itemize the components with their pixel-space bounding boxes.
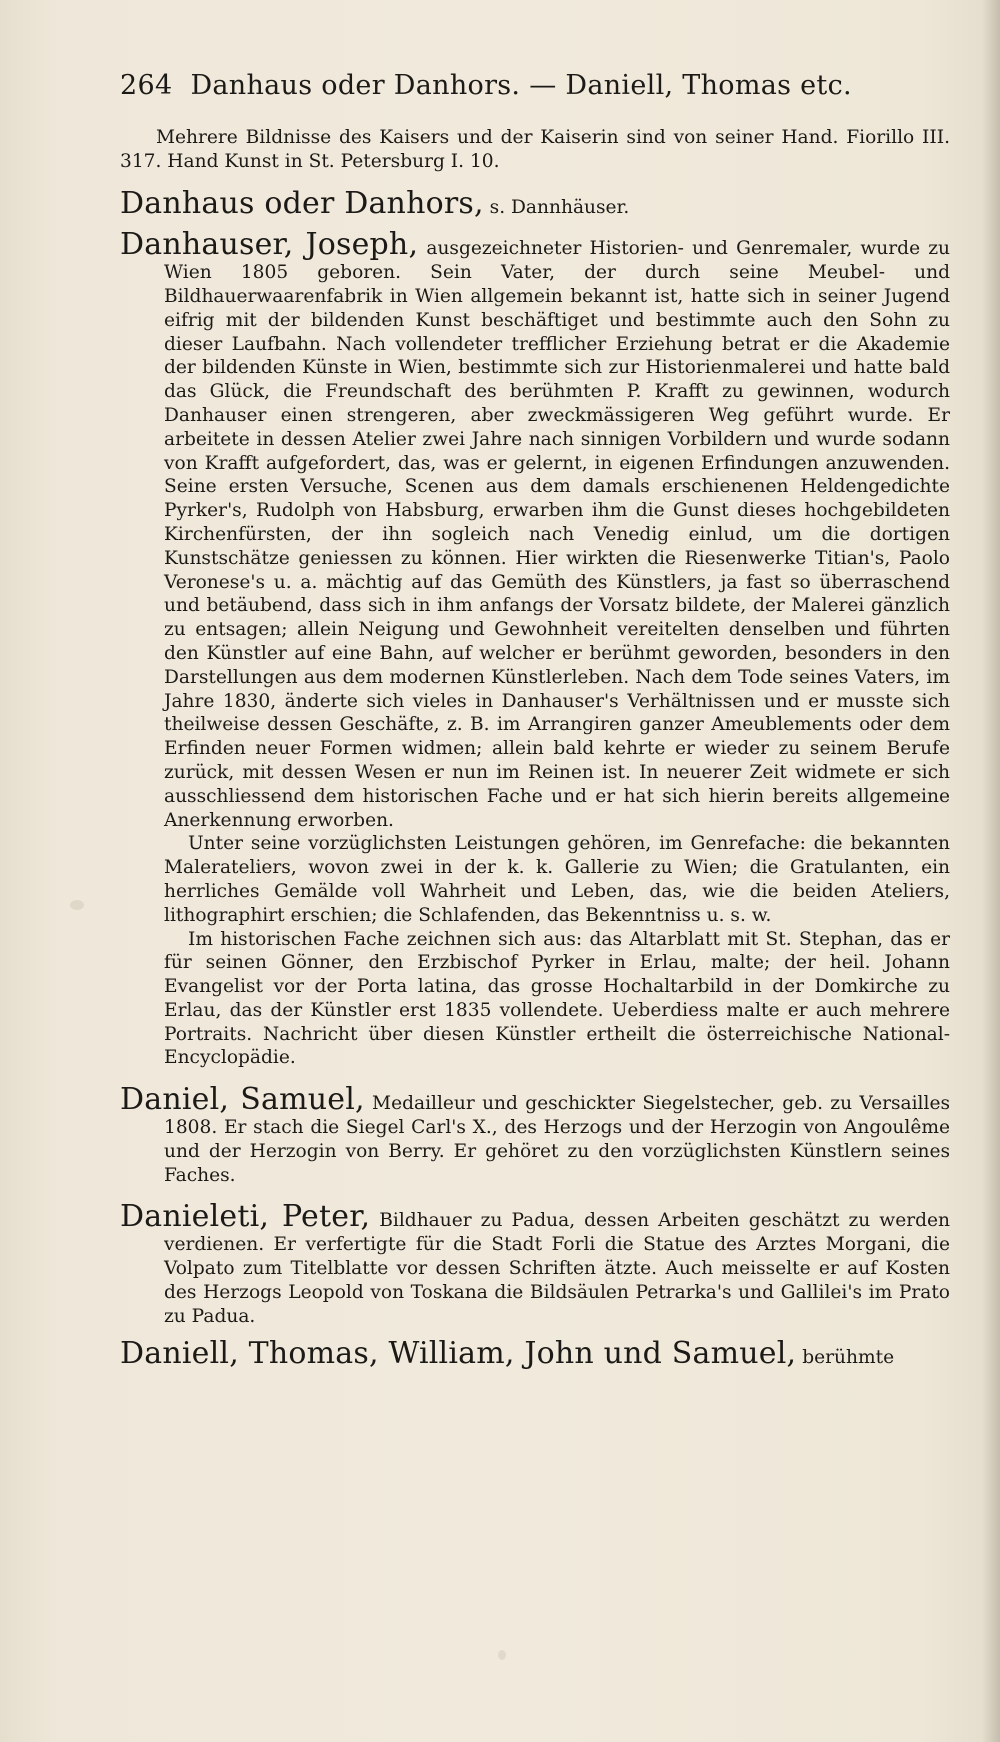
continuation-paragraph: Mehrere Bildnisse des Kaisers und der Kaiserin sind von seiner Hand. Fiorillo III. 317. Hand Kunst in St. Petersburg I. 10. bbox=[120, 127, 950, 172]
text-block bbox=[120, 126, 950, 1370]
entry-paragraph: Unter seine vorzüglichsten Leistungen gehören, im Genrefache: die bekannten Malerateliers, wovon zwei in der k. k. Gallerie zu Wien; die Gratulanten, ein herrliches Gemälde voll Wahrheit und Leben, das, wie die beiden Ateliers, lithographirt erschien; die Schlafenden, das Bekenntniss u. s. w. bbox=[164, 833, 950, 926]
entry-text: berühmte bbox=[802, 1347, 895, 1369]
entry-headword: Danhaus oder Danhors, bbox=[120, 185, 484, 221]
entry-text: Bildhauer zu Padua, dessen Arbeiten geschätzt zu werden verdienen. Er verfertigte für die Stadt Forli die Statue des Arztes Morgani, die Volpato zum Titelblatte vor dessen Schriften ätzte. Auch meisselte er auf Kosten des Herzogs Leopold von Toskana die Bildsäulen Petrarka's und Gallilei's im Prato zu Padua. bbox=[164, 1210, 950, 1327]
entry-headword: Daniell, Thomas, William, John und Samuel, bbox=[120, 1336, 797, 1372]
entry-daniell bbox=[120, 1336, 950, 1372]
entry-headword: Danieleti, Peter, bbox=[120, 1199, 371, 1235]
entry-headword: Daniel, Samuel, bbox=[120, 1082, 365, 1118]
page-header-title: Danhaus oder Danhors. — Daniell, Thomas etc. bbox=[190, 70, 852, 101]
spine-shadow bbox=[982, 0, 1000, 1742]
entry-text: Medailleur und geschickter Siegelstecher, geb. zu Versailles 1808. Er stach die Siegel Carl's X., des Herzogs und der Herzogin von Angoulême und der Herzogin von Berry. Er gehöret zu den vorzüglichsten Künstlern seines Faches. bbox=[164, 1093, 950, 1186]
entry-text: s. Dannhäuser. bbox=[489, 196, 630, 218]
page-number: 264 bbox=[120, 70, 173, 101]
entry-text: ausgezeichneter Historien- und Genremaler, wurde zu Wien 1805 geboren. Sein Vater, der durch seine Meubel- und Bildhauerwaarenfabrik in Wien allgemein bekannt ist, hatte sich in seiner Jugend eifrig mit der bildenden Kunst beschäftiget und bestimmte auch den Sohn zu dieser Laufbahn. Nach vollendeter trefflicher Erziehung betrat er die Akademie der bildenden Künste in Wien, bestimmte sich zur Historienmalerei und hatte bald das Glück, die Freundschaft des berühmten P. Krafft zu gewinnen, wodurch Danhauser einen strengeren, aber zweckmässigeren Weg geführt wurde. Er arbeitete in dessen Atelier zwei Jahre nach sinnigen Vorbildern und wurde sodann von Krafft aufgefordert, das, was er gelernt, in eigenen Erfindungen anzuwenden. Seine ersten Versuche, Scenen aus dem damals erschienenen Heldengedichte Pyrker's, Rudolph von Habsburg, erwarben ihm die Gunst dieses hochgebildeten Kirchenfürsten, der ihn sogleich nach Venedig einlud, um die dortigen Kunstschätze geniessen zu können. Hier wirkten die Riesenwerke Titian's, Paolo Veronese's u. a. mächtig auf das Gemüth des Künstlers, ja fast so überraschend und betäubend, dass sich in ihm anfangs der Vorsatz bildete, der Malerei gänzlich zu entsagen; allein Neigung und Gewohnheit vereitelten denselben und führten den Künstler auf eine Bahn, auf welcher er berühmt geworden, besonders in den Darstellungen aus dem modernen Künstlerleben. Nach dem Tode seines Vaters, im Jahre 1830, änderte sich vieles in Danhauser's Verhältnissen und er musste sich theilweise dessen Geschäfte, z. B. im Arrangiren ganzer Ameublements oder dem Erfinden neuer Formen widmen; allein bald kehrte er wieder zu seinem Berufe zurück, mit dessen Wesen er nun im Reinen ist. In neuerer Zeit widmete er sich ausschliessend dem historischen Fache und er hat sich hierin bereits allgemeine Anerkennung erworben. bbox=[164, 238, 950, 831]
entry-danhauser bbox=[120, 227, 950, 1070]
entry-headword: Danhauser, Joseph, bbox=[120, 227, 419, 263]
entry-danieleti bbox=[120, 1199, 950, 1328]
paper-spot bbox=[498, 1650, 506, 1660]
entry-paragraph: Im historischen Fache zeichnen sich aus: das Altarblatt mit St. Stephan, das er für seinen Gönner, den Erzbischof Pyrker in Erlau, malte; der heil. Johann Evangelist vor der Porta latina, das grosse Hochaltarbild in der Domkirche zu Erlau, das der Künstler erst 1835 vollendete. Ueberdiess malte er auch mehrere Portraits. Nachricht über diesen Künstler ertheilt die österreichische National-Encyclopädie. bbox=[164, 928, 950, 1069]
running-head bbox=[120, 70, 900, 101]
entry-danhaus bbox=[120, 185, 950, 221]
entry-daniel bbox=[120, 1082, 950, 1187]
paper-spot bbox=[70, 900, 84, 910]
